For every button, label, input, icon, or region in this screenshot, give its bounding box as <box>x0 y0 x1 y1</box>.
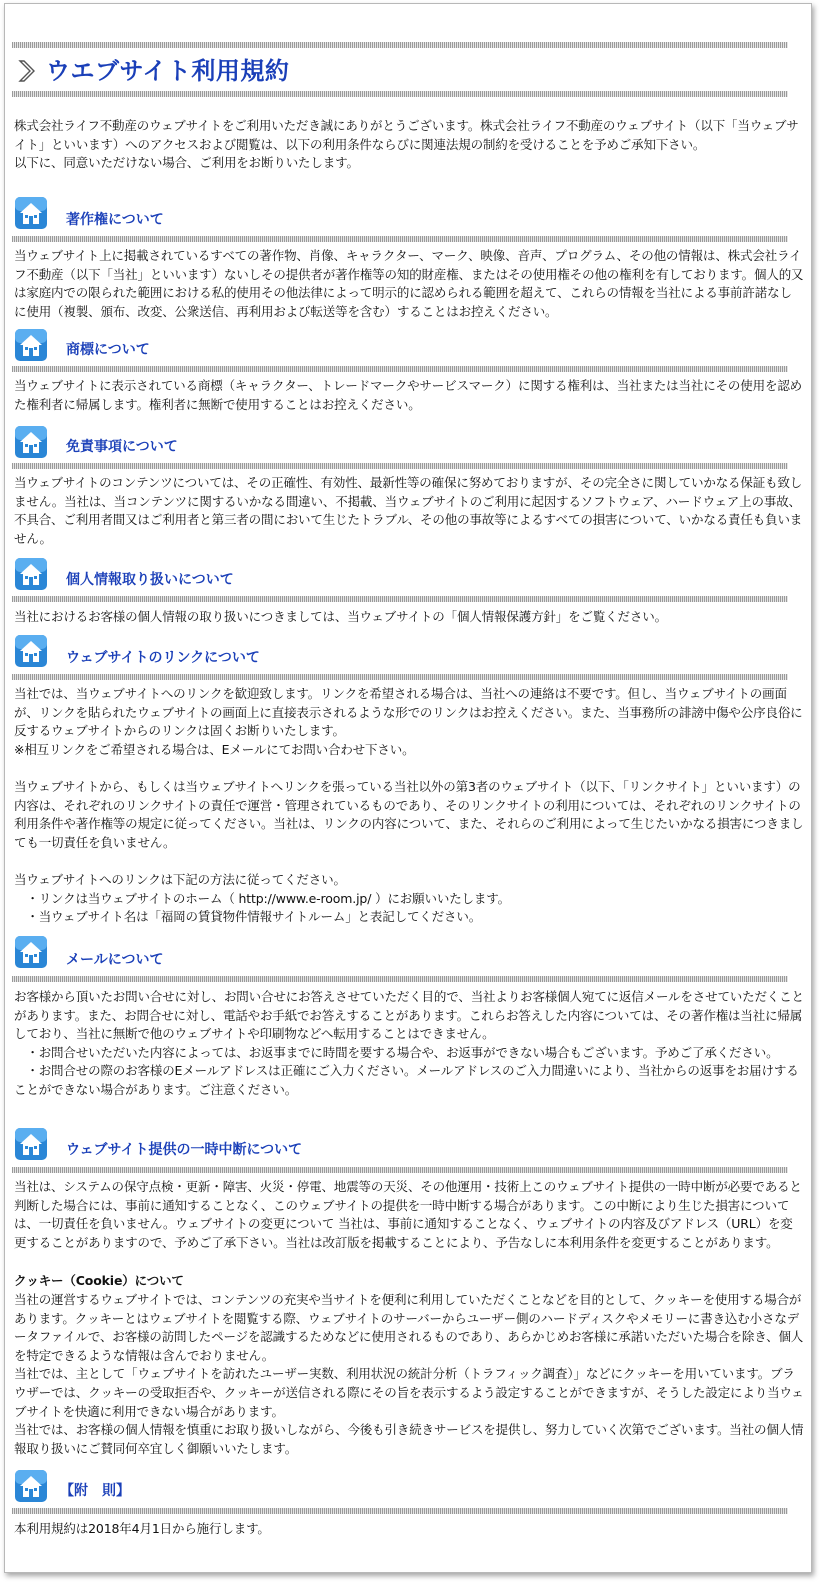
cookie-body: 当社の運営するウェブサイトでは、コンテンツの充実や当サイトを便利に利用していただくことなどを目的として、クッキーを使用する場合があります。クッキーとはウェブサイトを閲覧する際、ウェブサイトのサーバーからユーザー側のハードディスクやメモリーに書き込む小さなデータファイルで、お客様の訪問したページを認識するためなどに使用されるものであり、あらかじめお客様に承諾いただいた場合を除き、個人を特定できるような情報は含んでおりません。 当社では、主として「ウェブサイトを訪れたユーザー実数、利用状況の統計分析（トラフィック調査）」などにクッキーを用いています。ブラウザーでは、クッキーの受取拒否や、クッキーが送信される際にその旨を表示するよう設定することができますが、そうした設定により当ウェブサイトを快適に利用できない場合があります。 当社では、お客様の個人情報を慎重にお取り扱いしながら、今後も引き続きサービスを提供し、努力していく次第でございます。当社の個人情報取り扱いにご賛同何卒宜しく御願いいたします。 <box>14 1292 804 1456</box>
section-title-suspension: ウェブサイト提供の一時中断について <box>66 1142 303 1158</box>
section-divider <box>12 596 788 602</box>
title-top-divider <box>12 42 788 48</box>
section-title-disclaimer: 免責事項について <box>66 439 178 455</box>
intro-text: 株式会社ライフ不動産のウェブサイトをご利用いただき誠にありがとうございます。株式会社ライフ不動産のウェブサイト（以下「当ウェブサイト」といいます）へのアクセスおよび閲覧は、以下の利用条件ならびに関連法規の制約を受けることを予めご承知下さい。 以下に、同意いただけない場合、ご利用をお断りいたします。 <box>14 118 799 171</box>
house-icon <box>14 1469 48 1503</box>
house-icon <box>14 328 48 362</box>
section-divider <box>12 463 788 469</box>
section-body-mail: お客様から頂いたお問い合せに対し、お問い合せにお答えさせていただく目的で、当社よりお客様個人宛てに返信メールをさせていただくことがあります。また、お問合せに対し、電話やお手紙でお答えすることがあります。これらお答えした内容については、その著作権は当社に帰属しており、当社に無断で他のウェブサイトや印刷物などへ転用することはできません。 ・お問合せいただいた内容によっては、お返事までに時間を要する場合や、お返事ができない場合もございます。予めご了承ください。 ・お問合せの際のお客様のEメールアドレスは正確にご入力ください。メールアドレスのご入力間違いにより、当社からの返事をお届けすることができない場合があります。ご注意ください。 <box>14 989 804 1097</box>
section-body-links: 当社では、当ウェブサイトへのリンクを歓迎致します。リンクを希望される場合は、当社への連絡は不要です。但し、当ウェブサイトの画面が、リンクを貼られたウェブサイトの画面上に直接表示されるような形でのリンクはお控えください。また、当事務所の誹謗中傷や公序良俗に反するウェブサイトからのリンクは固くお断りいたします。 ※相互リンクをご希望される場合は、Eメールにてお問い合わせ下さい。 当ウェブサイトから、もしくは当ウェブサイトへリンクを張っている当社以外の第3者のウェブサイト（以下、「リンクサイト」といいます）の内容は、それぞれのリンクサイトの責任で運営・管理されているものであり、そのリンクサイトの利用については、それぞれのリンクサイトの利用条件や著作権等の規定に従ってください。当社は、リンクの内容について、また、それらのご利用によって生じたいかなる損害につきましても一切責任を負いません。 当ウェブサイトへのリンクは下記の方法に従ってください。 ・リンクは当ウェブサイトのホーム（ http://www.e-room.jp/ ）にお願いいたします。 ・当ウェブサイト名は「福岡の賃貸物件情報サイトルーム」と表記してください。 <box>14 686 804 925</box>
house-icon <box>14 634 48 668</box>
page-title: ウエブサイト利用規約 <box>46 57 290 85</box>
section-title-links: ウェブサイトのリンクについて <box>66 650 260 666</box>
section-divider <box>12 1508 788 1514</box>
house-icon <box>14 196 48 230</box>
cookie-heading: クッキー（Cookie）について <box>14 1273 184 1288</box>
house-icon <box>14 425 48 459</box>
section-body-suspension: 当社は、システムの保守点検・更新・障害、火災・停電、地震等の天災、その他運用・技術上このウェブサイト提供の一時中断が必要であると判断した場合には、事前に通知することなく、このウェブサイトの提供を一時中断する場合があります。この中断により生じた損害については、一切責任を負いません。ウェブサイトの変更について 当社は、事前に通知することなく、ウェブサイトの内容及びアドレス（URL）を変更することがありますので、予めご了承下さい。当社は改訂版を掲載することにより、予告なしに本利用条件を変更することがあります。 <box>14 1179 802 1250</box>
section-divider <box>12 976 788 982</box>
section-body-supplementary: 本利用規約は2018年4月1日から施行します。 <box>14 1521 270 1536</box>
section-title-copyright: 著作権について <box>66 212 164 228</box>
section-divider <box>12 674 788 680</box>
house-icon <box>14 1127 48 1161</box>
section-divider <box>12 1167 788 1173</box>
section-body-disclaimer: 当ウェブサイトのコンテンツについては、その正確性、有効性、最新性等の確保に努めておりますが、その完全さに関していかなる保証も致しません。当社は、当コンテンツに関するいかなる間違い、不掲載、当ウェブサイトのご利用に起因するソフトウェア、ハードウェア上の事故、不具合、ご利用者間又はご利用者と第三者の間において生じたトラブル、その他の事故等によるすべての損害について、いかなる責任も負いません。 <box>14 475 803 546</box>
section-title-supplementary: 【附 則】 <box>60 1483 130 1499</box>
title-bottom-divider <box>12 91 788 97</box>
section-divider <box>12 236 788 242</box>
section-title-trademark: 商標について <box>66 342 150 358</box>
chevron-right-icon <box>14 58 40 84</box>
section-body-privacy: 当社におけるお客様の個人情報の取り扱いにつきましては、当ウェブサイトの「個人情報保護方針」をご覧ください。 <box>14 609 667 624</box>
section-body-copyright: 当ウェブサイト上に掲載されているすべての著作物、肖像、キャラクター、マーク、映像、音声、プログラム、その他の情報は、株式会社ライフ不動産（以下「当社」といいます）ないしその提供者が著作権等の知的財産権、またはその使用権その他の権利を有しております。個人的又は家庭内での限られた範囲における私的使用その他法律によって明示的に認められる範囲を超えて、これらの情報を当社による事前許諾なしに使用（複製、頒布、改変、公衆送信、再利用および転送等を含む）することはお控えください。 <box>14 248 804 319</box>
section-body-trademark: 当ウェブサイトに表示されている商標（キャラクター、トレードマークやサービスマーク）に関する権利は、当社または当社にその使用を認めた権利者に帰属します。権利者に無断で使用することはお控えください。 <box>14 378 803 412</box>
house-icon <box>14 557 48 591</box>
section-title-privacy: 個人情報取り扱いについて <box>66 572 234 588</box>
section-title-mail: メールについて <box>66 952 164 968</box>
section-divider <box>12 366 788 372</box>
house-icon <box>14 935 48 969</box>
